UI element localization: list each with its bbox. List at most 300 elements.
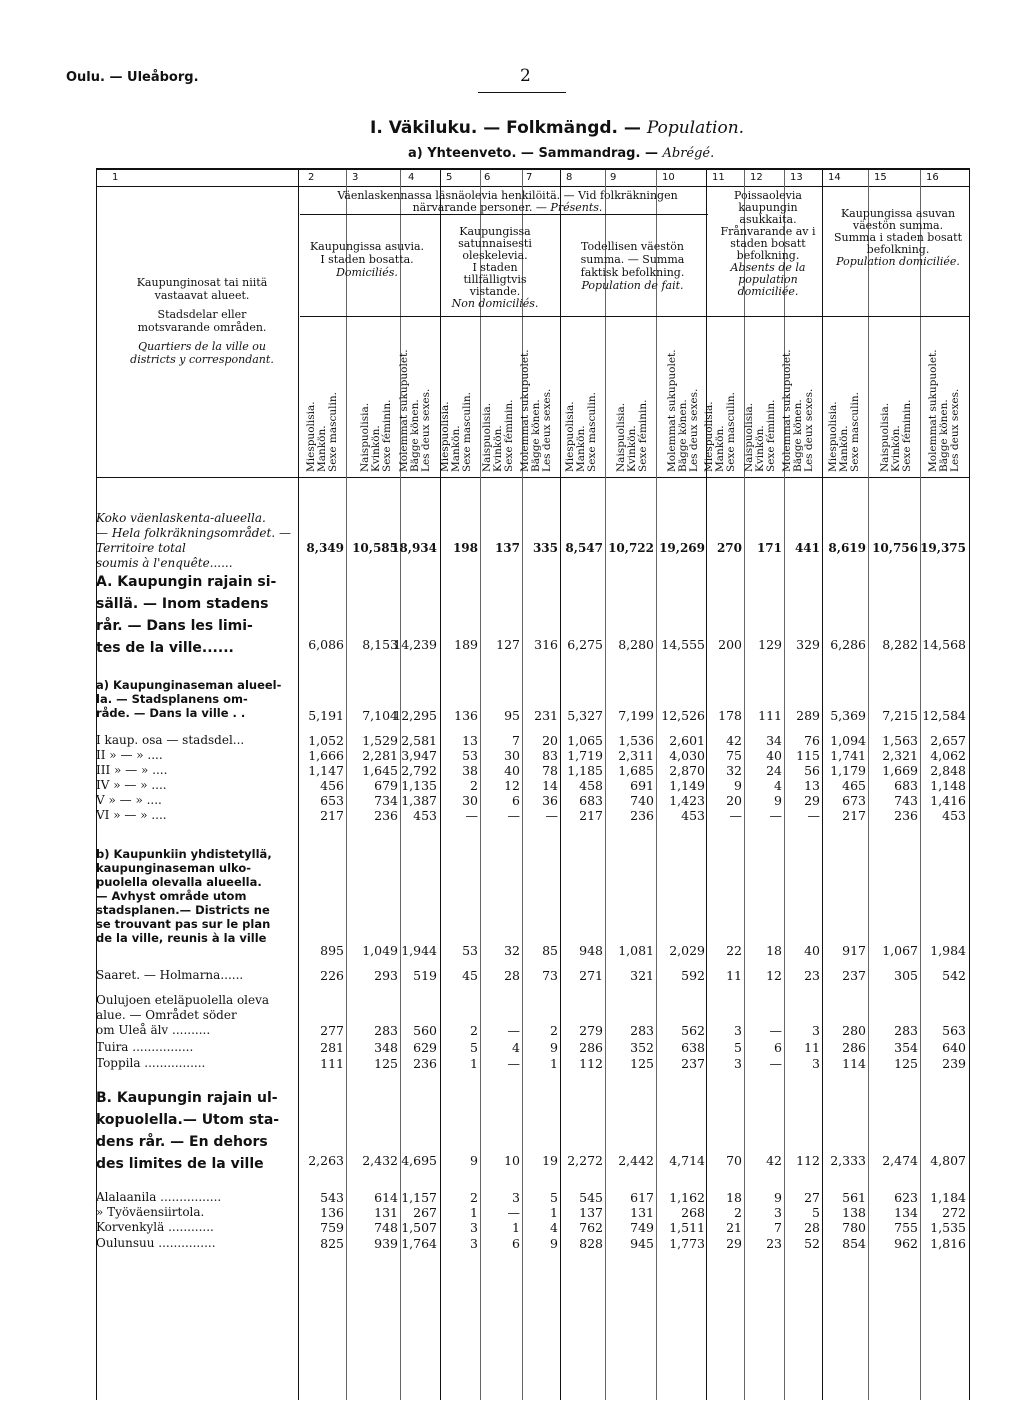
table-cell: 12,295 [393,708,437,723]
table-cell: — [507,1056,520,1071]
table-cell: 10,756 [872,541,918,555]
table-cell: — [769,1023,782,1038]
table-cell: 8,547 [565,541,603,555]
table-cell: 40 [504,763,520,778]
domiciled-fi: Kaupungissa asuvia. [309,240,425,253]
table-cell: 270 [716,541,742,555]
column-number: 9 [610,172,617,183]
table-cell: 1,052 [308,733,344,748]
table-cell: 8,280 [618,637,654,652]
domiciled-sv: I staden bosatta. [320,253,414,266]
table-cell: 200 [718,637,742,652]
table-cell: 12,584 [922,708,966,723]
table-cell: 10,585 [352,541,398,555]
table-cell: 18 [726,1190,742,1205]
male-header: Miespuolisia. Mankön. Sexe masculin. [827,392,861,472]
table-cell: 3 [812,1056,820,1071]
table-title-fr: Population. [646,118,745,138]
table-cell: 114 [842,1056,866,1071]
table-cell: 9 [774,793,782,808]
table-cell: 7 [512,733,520,748]
row-label [96,571,296,659]
table-cell: 198 [452,541,478,555]
table-cell: 217 [320,808,344,823]
row-label [96,678,296,720]
both-sexes-header: Molemmat sukupuolet. Bägge könen. Les deux sexes. [781,349,815,472]
table-cell: 8,349 [306,541,344,555]
table-cell: 780 [842,1220,866,1235]
table-cell: 13 [804,778,820,793]
table-cell: 138 [842,1205,866,1220]
table-cell: 70 [726,1153,742,1168]
female-header: Naispuolisia. Kvinkön. Sexe féminin. [481,399,515,472]
table-cell: 115 [796,748,820,763]
table-cell: 653 [320,793,344,808]
table-cell: 1,185 [567,763,603,778]
table-cell: 272 [942,1205,966,1220]
row-label-line: b) Kaupunkiin yhdistetyllä, [96,847,272,861]
table-cell: 134 [894,1205,918,1220]
table-subtitle-fr: Abrégé. [662,146,715,161]
table-cell: 125 [894,1056,918,1071]
table-cell: 22 [726,943,742,958]
both-sexes-header: Molemmat sukupuolet. Bägge könen. Les deux sexes. [927,349,961,472]
table-cell: 2 [734,1205,742,1220]
table-cell: 5 [470,1040,478,1055]
table-cell: 112 [796,1153,820,1168]
table-cell: 42 [726,733,742,748]
table-cell: 289 [796,708,820,723]
stub-header-fr: Quartiers de la ville ou districts y correspondant. [130,340,274,366]
domsum-fr: Population domiciliée. [836,255,960,268]
table-cell: 939 [374,1236,398,1251]
table-cell: 629 [413,1040,437,1055]
table-cell: 1,741 [830,748,866,763]
table-cell: 111 [758,708,782,723]
table-cell: 4,062 [930,748,966,763]
domiciled-fr: Domiciliés. [336,266,398,279]
table-cell: 5 [550,1190,558,1205]
row-label [96,748,296,763]
table-cell: 189 [454,637,478,652]
table-cell: 1,536 [618,733,654,748]
table-cell: 293 [374,968,398,983]
table-cell: 2,311 [618,748,654,763]
table-cell: 2,321 [882,748,918,763]
table-cell: — [507,808,520,823]
table-cell: 6 [774,1040,782,1055]
table-cell: 458 [579,778,603,793]
header-place: Oulu. — Uleåborg. [66,70,199,85]
table-cell: 1 [512,1220,520,1235]
table-cell: 1,764 [401,1236,437,1251]
table-cell: 673 [842,793,866,808]
table-cell: 85 [542,943,558,958]
table-cell: 281 [320,1040,344,1055]
table-cell: 453 [413,808,437,823]
domsum-sv: Summa i staden bosatt befolkning. [833,231,962,256]
table-cell: 277 [320,1023,344,1038]
row-label-line: Koko väenlaskenta-alueella. [96,511,266,525]
row-label-line: » Työväensiirtola. [96,1205,205,1219]
column-rule [560,170,561,1400]
table-cell: 456 [320,778,344,793]
present-group-header [310,190,705,214]
column-rule [969,170,970,1400]
row-label-line: la. — Stadsplanens om- [96,692,248,706]
table-cell: 948 [579,943,603,958]
table-cell: 3 [734,1023,742,1038]
stub-header [120,276,284,366]
table-cell: 11 [726,968,742,983]
table-cell: 52 [804,1236,820,1251]
table-cell: 125 [374,1056,398,1071]
table-cell: 4,714 [669,1153,705,1168]
table-cell: 1,529 [362,733,398,748]
table-cell: 171 [756,541,782,555]
table-cell: 465 [842,778,866,793]
column-number: 14 [828,172,841,183]
table-cell: 13 [462,733,478,748]
table-cell: 1 [550,1056,558,1071]
row-label-line: des limites de la ville [96,1156,264,1172]
table-cell: — [507,1023,520,1038]
table-cell: 18,934 [391,541,437,555]
row-label [96,1190,296,1205]
table-cell: 53 [462,943,478,958]
table-cell: 4,030 [669,748,705,763]
row-label-line: VI » — » .... [96,808,167,822]
table-cell: 5 [734,1040,742,1055]
table-cell: 4 [774,778,782,793]
table-cell: 2,792 [401,763,437,778]
row-label-line: — Hela folkräkningsområdet. — Territoire total [96,526,291,555]
row-label-line: Oulunsuu ............... [96,1236,216,1250]
column-number: 3 [352,172,359,183]
row-label-line: Oulujoen eteläpuolella oleva [96,993,270,1007]
table-cell: 5,327 [567,708,603,723]
male-header: Miespuolisia. Mankön. Sexe masculin. [439,392,473,472]
row-label [96,808,296,823]
column-number: 1 [112,172,119,183]
table-cell: 111 [320,1056,344,1071]
table-cell: 236 [413,1056,437,1071]
table-cell: 56 [804,763,820,778]
table-cell: 1,179 [830,763,866,778]
row-label [96,1040,296,1055]
table-cell: 854 [842,1236,866,1251]
row-label-line: tes de la ville...... [96,640,234,656]
table-cell: 679 [374,778,398,793]
row-label-line: Korvenkylä ............ [96,1220,214,1234]
table-cell: 316 [534,637,558,652]
table-cell: 3 [812,1023,820,1038]
table-cell: 7,104 [362,708,398,723]
table-cell: 8,153 [362,637,398,652]
row-label-line: III » — » .... [96,763,168,777]
table-cell: 6 [512,793,520,808]
table-cell: 267 [413,1205,437,1220]
table-cell: 136 [454,708,478,723]
table-cell: 1,511 [669,1220,705,1235]
domsum-fi: Kaupungissa asuvan väestön summa. [840,207,956,232]
table-cell: 3 [774,1205,782,1220]
table-cell: 1,147 [308,763,344,778]
table-cell: 18 [766,943,782,958]
table-cell: 305 [894,968,918,983]
column-number: 16 [926,172,939,183]
table-cell: 6,286 [830,637,866,652]
row-label-line: puolella olevalla alueella. [96,875,262,889]
row-label [96,1220,296,1235]
present-group-rule [300,214,708,215]
table-cell: 1,423 [669,793,705,808]
table-cell: 280 [842,1023,866,1038]
table-cell: 740 [630,793,654,808]
table-cell: 1,816 [930,1236,966,1251]
table-cell: 24 [766,763,782,778]
row-label [96,793,296,808]
column-number: 2 [308,172,315,183]
table-cell: 542 [942,968,966,983]
table-cell: 76 [804,733,820,748]
table-cell: 14,555 [661,637,705,652]
row-label-line: rår. — Dans les limi- [96,618,253,634]
table-cell: 743 [894,793,918,808]
table-cell: 40 [804,943,820,958]
table-cell: 1 [550,1205,558,1220]
absent-fr: Absents de la population domiciliée. [730,261,806,298]
table-cell: 945 [630,1236,654,1251]
column-number: 11 [712,172,725,183]
row-label-line: Toppila ................ [96,1056,206,1070]
table-cell: 283 [374,1023,398,1038]
table-cell: 2,474 [882,1153,918,1168]
table-cell: 40 [766,748,782,763]
table-cell: 239 [942,1056,966,1071]
row-label-line: dens rår. — En dehors [96,1134,268,1150]
table-cell: 20 [542,733,558,748]
table-cell: 543 [320,1190,344,1205]
table-cell: 2,029 [669,943,705,958]
column-number: 6 [484,172,491,183]
table-cell: 2,657 [930,733,966,748]
column-rule [656,170,657,1400]
table-cell: 9 [550,1040,558,1055]
table-cell: 1,944 [401,943,437,958]
table-cell: 562 [681,1023,705,1038]
table-cell: 592 [681,968,705,983]
table-cell: 95 [504,708,520,723]
row-label-line: soumis à l'enquête...... [96,556,233,570]
table-cell: 12,526 [661,708,705,723]
male-header: Miespuolisia. Mankön. Sexe masculin. [564,392,598,472]
table-cell: 1,157 [401,1190,437,1205]
table-cell: 2,848 [930,763,966,778]
table-cell: 1,666 [308,748,344,763]
table-cell: 19,269 [659,541,705,555]
table-cell: 560 [413,1023,437,1038]
table-cell: 34 [766,733,782,748]
table-cell: 1,067 [882,943,918,958]
row-label-line: kopuolella.— Utom sta- [96,1112,280,1128]
table-cell: 9 [734,778,742,793]
table-cell: 2 [470,1190,478,1205]
table-cell: 236 [374,808,398,823]
female-header: Naispuolisia. Kvinkön. Sexe féminin. [743,399,777,472]
column-number: 13 [790,172,803,183]
row-label [96,763,296,778]
table-cell: 283 [630,1023,654,1038]
table-cell: 127 [496,637,520,652]
colnum-rule [96,186,970,187]
table-cell: 73 [542,968,558,983]
table-cell: 617 [630,1190,654,1205]
table-cell: 1,984 [930,943,966,958]
row-label-line: B. Kaupungin rajain ul- [96,1090,278,1106]
present-group-fr: Présents. [550,201,603,214]
table-cell: 563 [942,1023,966,1038]
present-group-label: Väenlaskennassa läsnäolevia henkilöitä. — Vid folkräkningen närvarande personer. — [337,189,678,214]
table-cell: 12 [504,778,520,793]
column-number: 15 [874,172,887,183]
table-cell: — [507,1205,520,1220]
table-cell: 8,282 [882,637,918,652]
female-header: Naispuolisia. Kvinkön. Sexe féminin. [359,399,393,472]
table-cell: 1,535 [930,1220,966,1235]
table-cell: 1,773 [669,1236,705,1251]
row-label [96,847,296,945]
table-cell: 1,065 [567,733,603,748]
table-cell: 271 [579,968,603,983]
table-cell: 917 [842,943,866,958]
table-cell: 2 [470,1023,478,1038]
row-label [96,1236,296,1251]
table-cell: 5,191 [308,708,344,723]
table-cell: 23 [766,1236,782,1251]
table-cell: 12 [766,968,782,983]
table-cell: 19,375 [920,541,966,555]
table-cell: 749 [630,1220,654,1235]
table-cell: 1,148 [930,778,966,793]
table-cell: 30 [462,793,478,808]
page-number: 2 [520,66,531,86]
row-label-line: sällä. — Inom stadens [96,596,269,612]
table-cell: 286 [842,1040,866,1055]
table-cell: — [769,1056,782,1071]
row-label-line: Alalaanila ................ [96,1190,222,1204]
absent-sv: Frånvarande av i staden bosatt befolkning. [720,225,816,262]
row-label-line: alue. — Området söder [96,1008,237,1022]
table-cell: 962 [894,1236,918,1251]
table-cell: 217 [842,808,866,823]
row-label-line: I kaup. osa — stadsdel... [96,733,245,747]
actual-fr: Population de fait. [581,279,684,292]
table-cell: — [807,808,820,823]
table-cell: — [729,808,742,823]
absent-header [714,190,822,298]
table-cell: 335 [532,541,558,555]
table-cell: 9 [470,1153,478,1168]
table-cell: 112 [579,1056,603,1071]
row-label-line: Saaret. — Holmarna...... [96,968,244,982]
table-cell: 7,215 [882,708,918,723]
table-cell: 231 [534,708,558,723]
row-label [96,1056,296,1071]
table-cell: 895 [320,943,344,958]
table-cell: 1,081 [618,943,654,958]
row-label [96,1087,296,1175]
table-cell: 545 [579,1190,603,1205]
table-cell: 1,563 [882,733,918,748]
table-cell: 5 [812,1205,820,1220]
table-cell: 6,275 [567,637,603,652]
row-label-line: stadsplanen.— Districts ne [96,903,270,917]
table-cell: 2,581 [401,733,437,748]
row-label-line: a) Kaupunginaseman alueel- [96,678,282,692]
row-label-line: IV » — » .... [96,778,167,792]
table-cell: — [545,808,558,823]
table-cell: 19 [542,1153,558,1168]
table-cell: 1,669 [882,763,918,778]
table-cell: 354 [894,1040,918,1055]
table-cell: 7,199 [618,708,654,723]
table-cell: 10 [504,1153,520,1168]
column-number: 4 [408,172,415,183]
stub-header-fi: Kaupunginosat tai niitä vastaavat alueet. [136,276,268,302]
row-label-line: råde. — Dans la ville . . [96,706,246,720]
table-cell: 32 [726,763,742,778]
temporary-fr: Non domiciliés. [451,297,539,310]
male-header: Miespuolisia. Mankön. Sexe masculin. [305,392,339,472]
table-cell: 1,094 [830,733,866,748]
table-cell: 2,442 [618,1153,654,1168]
table-cell: 3 [512,1190,520,1205]
table-cell: 2,272 [567,1153,603,1168]
subheader-rule [300,316,970,317]
table-cell: 83 [542,748,558,763]
row-label-line: Tuira ................ [96,1040,194,1054]
table-cell: 42 [766,1153,782,1168]
column-number: 7 [526,172,533,183]
table-cell: 137 [579,1205,603,1220]
table-cell: 9 [550,1236,558,1251]
table-cell: 5,369 [830,708,866,723]
table-cell: 348 [374,1040,398,1055]
row-label-line: A. Kaupungin rajain si- [96,574,277,590]
header-bottom-rule [96,477,970,478]
table-cell: 1,162 [669,1190,705,1205]
table-cell: 8,619 [828,541,866,555]
row-label [96,968,296,983]
row-label-line: V » — » .... [96,793,162,807]
table-cell: 2 [470,778,478,793]
table-cell: 1 [470,1205,478,1220]
table-title-main: I. Väkiluku. — Folkmängd. — [370,118,641,138]
absent-fi: Poissaolevia kaupungin asukkaita. [734,189,802,226]
table-cell: 2,601 [669,733,705,748]
table-cell: 2,281 [362,748,398,763]
row-label [96,511,296,571]
table-cell: 28 [504,968,520,983]
table-cell: 441 [794,541,820,555]
table-cell: 286 [579,1040,603,1055]
table-cell: 4,807 [930,1153,966,1168]
table-cell: 14 [542,778,558,793]
table-cell: 1,645 [362,763,398,778]
table-cell: 131 [630,1205,654,1220]
table-cell: 561 [842,1190,866,1205]
